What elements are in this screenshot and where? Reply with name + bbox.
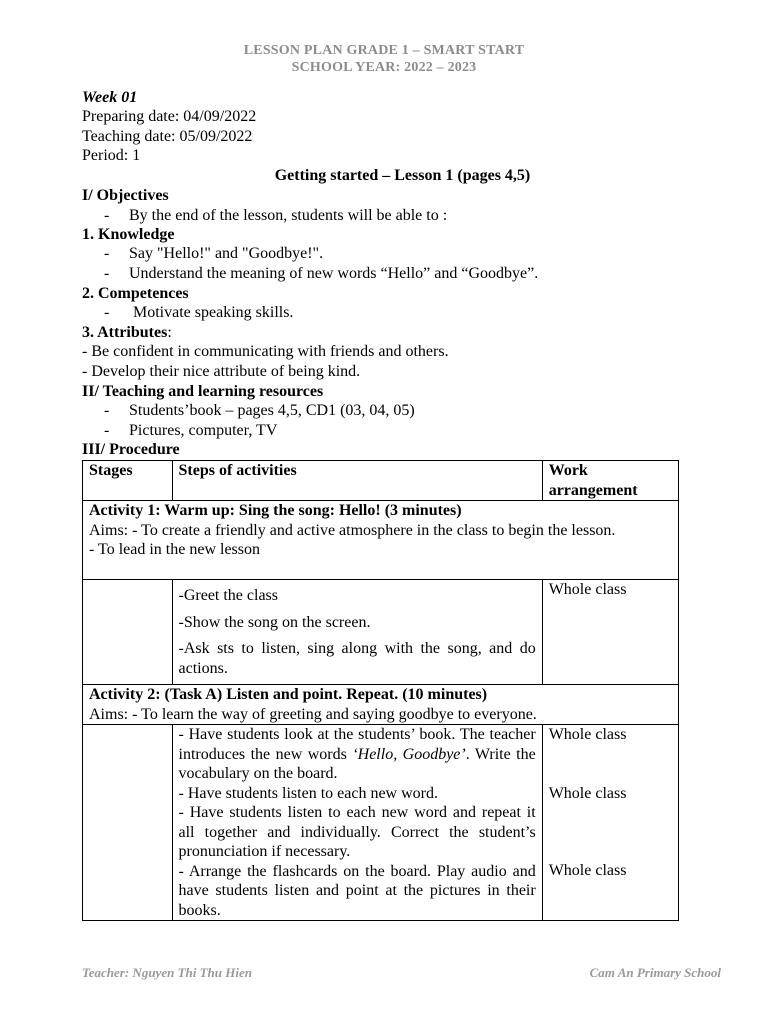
period: Period: 1 — [82, 147, 141, 164]
competences-heading: 2. Competences — [82, 285, 189, 302]
activity-1-info — [83, 501, 679, 580]
knowledge-item-1: Say "Hello!" and "Goodbye!". — [129, 245, 324, 262]
header-line-1: LESSON PLAN GRADE 1 – SMART START — [243, 43, 525, 58]
col-stages-header: Stages — [83, 461, 173, 501]
objectives-intro: By the end of the lesson, students will be able to : — [129, 207, 448, 224]
bullet-dash: - — [104, 402, 110, 419]
resources-heading: II/ Teaching and learning resources — [82, 383, 324, 400]
activity-2-info — [83, 685, 679, 725]
activity-2-step-1-words: ‘Hello, Goodbye’ — [352, 745, 466, 763]
activity-2-steps — [172, 725, 542, 921]
lesson-title: Getting started – Lesson 1 (pages 4,5) — [274, 167, 531, 184]
activity-2-aims: Aims: - To learn the way of greeting and saying goodbye to everyone. — [89, 705, 537, 723]
stage-cell — [83, 725, 173, 921]
knowledge-heading: 1. Knowledge — [82, 226, 175, 243]
header-line-2: SCHOOL YEAR: 2022 – 2023 — [291, 60, 477, 75]
knowledge-item-2: Understand the meaning of new words “Hello” and “Goodbye”. — [129, 265, 539, 282]
activity-1-step-2: -Show the song on the screen. — [178, 613, 371, 631]
attributes-item-2: - Develop their nice attribute of being kind. — [82, 363, 361, 380]
activity-1-step-1: -Greet the class — [178, 587, 279, 604]
activity-2-work-1: Whole class — [548, 726, 627, 743]
activity-1-title: Activity 1: Warm up: Sing the song: Hello! (3 minutes) — [89, 502, 462, 519]
competences-item-1: Motivate speaking skills. — [133, 304, 294, 321]
table-header-row — [83, 461, 679, 501]
activity-2-step-1 — [179, 725, 536, 784]
activity-2-step-1-text-a: - Have students look at the students’ book. The teacher introduces the new words — [178, 726, 536, 763]
objectives-heading: I/ Objectives — [82, 187, 169, 204]
activity-2-step-4: - Arrange the flashcards on the board. Play audio and have students listen and point at the pictures in their books. — [178, 862, 536, 919]
bullet-dash: - — [104, 245, 110, 262]
activity-1-steps-row — [83, 580, 679, 685]
attributes-item-1: - Be confident in communicating with friends and others. — [82, 343, 449, 360]
activity-2-step-2: - Have students listen to each new word. — [178, 784, 438, 802]
activity-1-work: Whole class — [542, 580, 678, 685]
week-label: Week 01 — [82, 89, 138, 106]
bullet-dash: - — [104, 304, 110, 321]
attributes-heading-line — [82, 323, 172, 342]
col-work-header: Work arrangement — [542, 461, 678, 501]
activity-2-header-row — [83, 685, 679, 725]
activity-2-step-1-text-c: . Write the vocabulary on the board. — [178, 745, 536, 782]
procedure-heading: III/ Procedure — [82, 441, 180, 458]
resources-item-1: Students’book – pages 4,5, CD1 (03, 04, 05) — [129, 402, 415, 419]
footer-teacher: Teacher: Nguyen Thi Thu Hien — [82, 965, 252, 980]
footer-school: Cam An Primary School — [589, 965, 721, 980]
activity-2-work-2: Whole class — [548, 784, 627, 802]
procedure-table — [82, 460, 679, 921]
attributes-colon: : — [167, 324, 172, 341]
activity-2-work-3: Whole class — [548, 862, 627, 879]
spacer — [549, 803, 672, 861]
bullet-dash: - — [104, 265, 110, 282]
activity-2-steps-row — [83, 725, 679, 921]
activity-1-aims-2: - To lead in the new lesson — [89, 541, 260, 558]
resources-item-2: Pictures, computer, TV — [129, 422, 278, 439]
bullet-dash: - — [104, 207, 110, 224]
activity-2-title: Activity 2: (Task A) Listen and point. Repeat. (10 minutes) — [89, 686, 488, 703]
bullet-dash: - — [104, 422, 110, 439]
activity-1-aims: Aims: - To create a friendly and active atmosphere in the class to begin the lesson. — [89, 521, 616, 539]
stage-cell — [83, 580, 173, 685]
teaching-date: Teaching date: 05/09/2022 — [82, 128, 253, 145]
col-steps-header: Steps of activities — [172, 461, 542, 501]
activity-1-step-3: -Ask sts to listen, sing along with the song, and do actions. — [178, 640, 536, 677]
activity-1-header-row — [83, 501, 679, 580]
activity-1-steps — [172, 580, 542, 685]
spacer — [549, 745, 672, 784]
attributes-heading: 3. Attributes — [82, 324, 168, 341]
preparing-date: Preparing date: 04/09/2022 — [82, 108, 257, 125]
activity-2-step-3: - Have students listen to each new word and repeat it all together and individually. Correct the student’s pronunciation if necessary. — [178, 804, 536, 860]
activity-2-work — [542, 725, 678, 921]
